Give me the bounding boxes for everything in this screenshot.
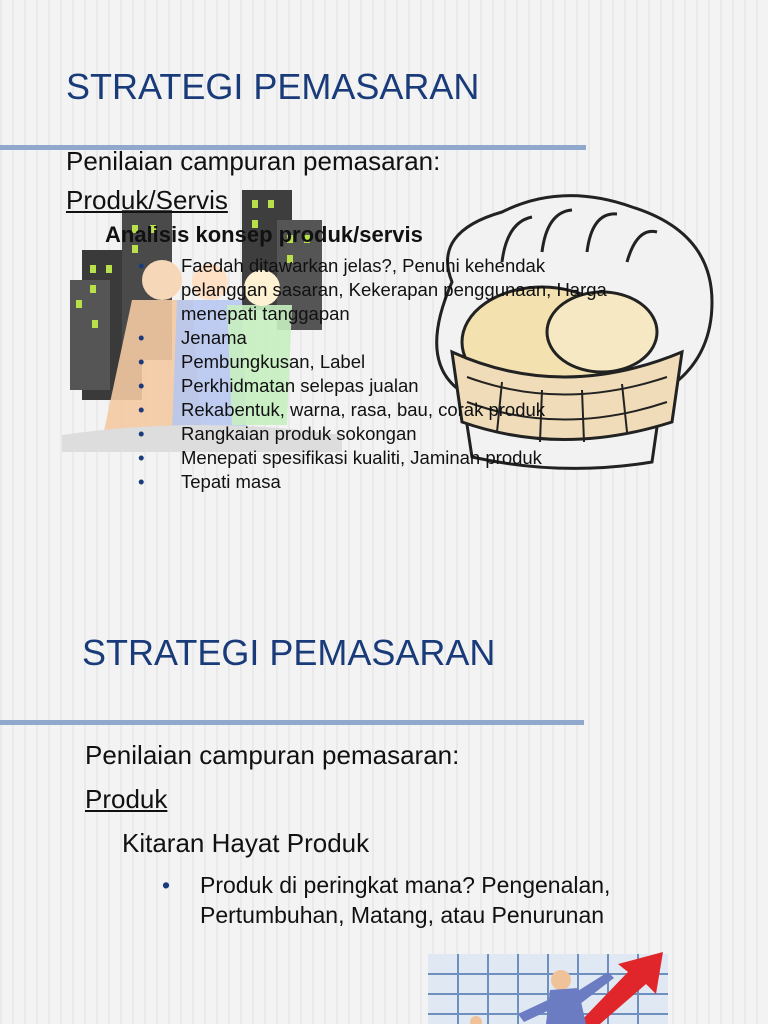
slide-2-title-divider [0,720,584,725]
bullet-item [138,398,718,422]
business-growth-clipart-icon [428,944,668,1024]
bullet-text-line: Menepati spesifikasi kualiti, Jaminan produk [181,447,542,468]
slide-1-title: STRATEGI PEMASARAN [66,66,480,107]
bullet-item [138,254,718,326]
bullet-item [138,350,718,374]
bullet-marker: • [138,399,145,420]
bullet-text-line: Rekabentuk, warna, rasa, bau, corak produk [181,399,546,420]
bullet-marker: • [138,327,145,348]
bullet-marker: • [138,351,145,372]
slide-1-subtitle: Penilaian campuran pemasaran: [66,146,441,176]
bullet-item [138,470,718,494]
slide-2-bullet-list [162,870,722,930]
bullet-text-line: Produk di peringkat mana? Pengenalan, [200,872,611,898]
slide-1-heading: Analisis konsep produk/servis [105,222,423,247]
bullet-item [162,870,722,930]
slide-2 [0,512,768,1024]
bullet-text-line: Tepati masa [181,471,281,492]
slide-2-heading: Kitaran Hayat Produk [122,828,370,858]
bullet-text-line: Rangkaian produk sokongan [181,423,417,444]
bullet-marker: • [138,471,145,492]
bullet-marker: • [138,447,145,468]
bullet-text-line: menepati tanggapan [181,303,350,324]
bullet-marker: • [138,375,145,396]
bullet-text-line: pelanggan sasaran, Kekerapan penggunaan, Harga [181,279,607,300]
bullet-item [138,326,718,350]
bullet-text-line: Pertumbuhan, Matang, atau Penurunan [200,902,605,928]
bullet-item [138,374,718,398]
bullet-text-line: Perkhidmatan selepas jualan [181,375,419,396]
bullet-marker: • [138,423,145,444]
bullet-marker: • [162,872,171,898]
bullet-text-line: Jenama [181,327,247,348]
bullet-item [138,422,718,446]
slide-1-bullet-list [138,254,718,494]
bullet-text-line: Faedah ditawarkan jelas?, Penuhi kehendak [181,255,546,276]
bullet-item [138,446,718,470]
slide-2-topic: Produk [85,784,168,814]
slide-2-title: STRATEGI PEMASARAN [82,632,496,673]
bullet-marker: • [138,255,145,276]
slide-2-subtitle: Penilaian campuran pemasaran: [85,740,460,770]
bullet-text-line: Pembungkusan, Label [181,351,366,372]
slide-1-topic: Produk/Servis [66,185,228,215]
